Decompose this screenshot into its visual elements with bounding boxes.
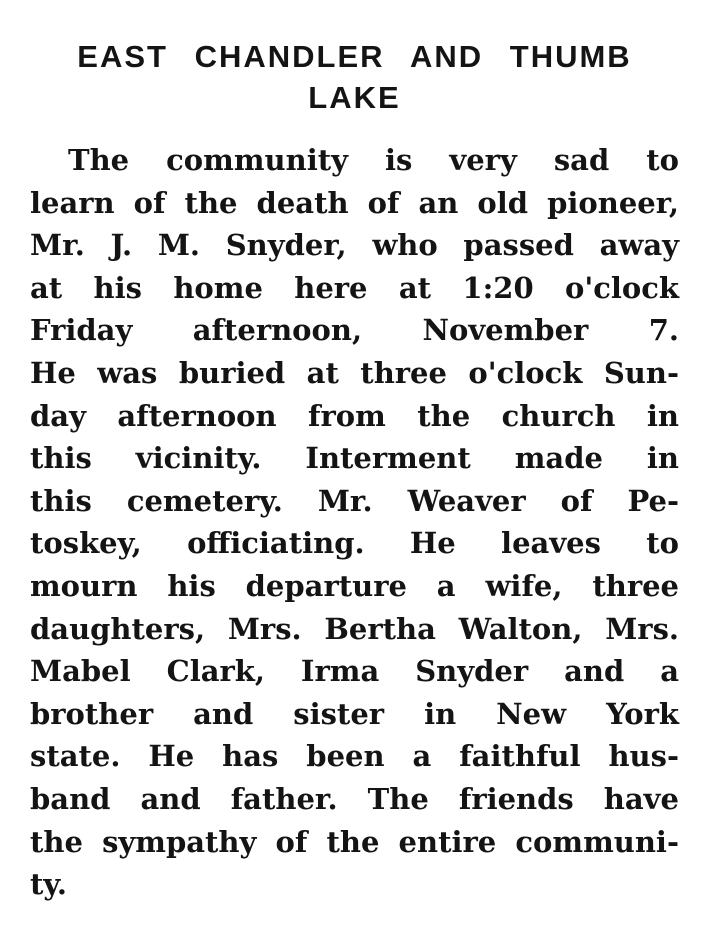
- body-line-5: Friday afternoon, November 7.: [30, 313, 679, 348]
- article-headline: [30, 36, 679, 118]
- body-line-8: this vicinity. Interment made in: [30, 441, 679, 476]
- body-line-13: Mabel Clark, Irma Snyder and a: [30, 654, 679, 689]
- body-line-11: mourn his departure a wife, three: [30, 568, 679, 603]
- body-line-2: learn of the death of an old pioneer,: [30, 185, 679, 220]
- headline-line-1: EAST CHANDLER AND THUMB: [77, 39, 632, 74]
- body-line-17: the sympathy of the entire communi-: [30, 824, 679, 859]
- body-line-14: brother and sister in New York: [30, 696, 679, 731]
- article-body: [30, 139, 679, 906]
- body-line-18: ty.: [30, 867, 68, 902]
- body-line-7: day afternoon from the church in: [30, 398, 679, 433]
- body-line-6: He was buried at three o'clock Sun-: [30, 355, 679, 390]
- body-line-16: band and father. The friends have: [30, 781, 679, 816]
- body-line-10: toskey, officiating. He leaves to: [30, 526, 679, 561]
- headline-line-2: LAKE: [308, 80, 401, 115]
- body-line-9: this cemetery. Mr. Weaver of Pe-: [30, 483, 679, 518]
- body-line-15: state. He has been a faithful hus-: [30, 739, 679, 774]
- body-line-3: Mr. J. M. Snyder, who passed away: [30, 228, 679, 263]
- body-line-12: daughters, Mrs. Bertha Walton, Mrs.: [30, 611, 679, 646]
- body-line-4: at his home here at 1:20 o'clock: [30, 270, 679, 305]
- body-line-1: The community is very sad to: [68, 143, 679, 177]
